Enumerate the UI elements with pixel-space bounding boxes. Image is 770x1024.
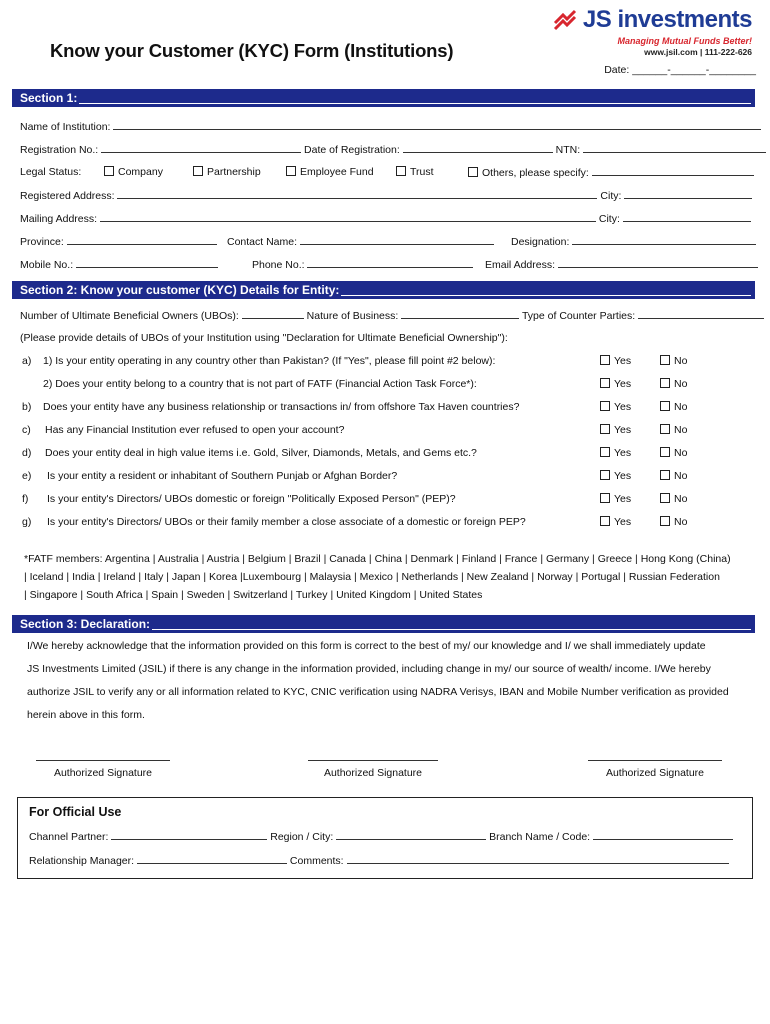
- partnership-label: Partnership: [207, 166, 261, 178]
- ntn-input[interactable]: [583, 143, 766, 153]
- mobile-row: [20, 258, 218, 271]
- comments-label: Comments:: [289, 855, 344, 867]
- mailing-address-row: [20, 212, 751, 225]
- yes-option[interactable]: [600, 516, 631, 528]
- official-row-1: [29, 830, 733, 843]
- type-counter-parties-label: Type of Counter Parties:: [521, 310, 636, 322]
- email-address-input[interactable]: [558, 258, 758, 268]
- question-letter: a): [22, 355, 32, 367]
- no-option[interactable]: [660, 470, 687, 482]
- no-label: No: [674, 493, 688, 505]
- checkbox-icon[interactable]: [468, 167, 478, 177]
- no-label: No: [674, 424, 688, 436]
- email-row: [485, 258, 758, 271]
- relationship-manager-input[interactable]: [137, 854, 287, 864]
- yes-label: Yes: [614, 493, 632, 505]
- page-title: Know your Customer (KYC) Form (Institutions): [50, 40, 454, 61]
- legal-status-label: Legal Status:: [20, 166, 82, 178]
- checkbox-icon[interactable]: [104, 166, 114, 176]
- mailing-city-input[interactable]: [623, 212, 751, 222]
- date-of-registration-input[interactable]: [403, 143, 553, 153]
- question-text: Does your entity have any business relationship or transactions in/ from offshore Tax Haven countries?: [43, 401, 520, 413]
- declaration-text: [27, 635, 747, 727]
- name-of-institution-input[interactable]: [113, 120, 761, 130]
- type-counter-parties-input[interactable]: [638, 309, 764, 319]
- checkbox-icon[interactable]: [396, 166, 406, 176]
- phone-row: [252, 258, 473, 271]
- yes-option[interactable]: [600, 378, 631, 390]
- question-text: Is your entity a resident or inhabitant of Southern Punjab or Afghan Border?: [47, 470, 398, 482]
- contact-info: www.jsil.com | 111-222-626: [644, 47, 752, 57]
- question-text: Is your entity's Directors/ UBOs domestic or foreign "Politically Exposed Person" (PEP)?: [47, 493, 456, 505]
- yes-label: Yes: [614, 447, 632, 459]
- no-label: No: [674, 516, 688, 528]
- yes-option[interactable]: [600, 493, 631, 505]
- company-label: Company: [118, 166, 163, 178]
- official-use-heading: For Official Use: [29, 805, 122, 819]
- legal-status-others[interactable]: [468, 166, 754, 179]
- tagline: Managing Mutual Funds Better!: [617, 36, 752, 46]
- question-letter: f): [22, 493, 29, 505]
- contact-name-row: [227, 235, 494, 248]
- province-input[interactable]: [67, 235, 217, 245]
- section-2-title: Section 2: Know your customer (KYC) Details for Entity:: [20, 283, 340, 297]
- checkbox-icon[interactable]: [600, 424, 610, 434]
- section-2-heading: [12, 281, 755, 299]
- checkbox-icon[interactable]: [660, 470, 670, 480]
- section-3-title: Section 3: Declaration:: [20, 617, 151, 631]
- checkbox-icon[interactable]: [660, 401, 670, 411]
- yes-option[interactable]: [600, 447, 631, 459]
- date-field[interactable]: Date: ______-______-________: [604, 64, 756, 76]
- signature-block-3[interactable]: [588, 760, 722, 779]
- contact-name-label: Contact Name:: [227, 236, 298, 248]
- region-city-label: Region / City:: [270, 831, 334, 843]
- question-letter: d): [22, 447, 32, 459]
- official-row-2: [29, 854, 729, 867]
- checkbox-icon[interactable]: [660, 447, 670, 457]
- question-text: Has any Financial Institution ever refused to open your account?: [45, 424, 345, 436]
- checkbox-icon[interactable]: [600, 516, 610, 526]
- declaration-line-2: JS Investments Limited (JSIL) if there is any change in the information provided, including change in my/ our source of wealth/ income. I/We hereby: [27, 663, 711, 675]
- ubo-row: [20, 309, 764, 322]
- relationship-manager-label: Relationship Manager:: [29, 855, 135, 867]
- mobile-no-input[interactable]: [76, 258, 218, 268]
- signature-label: Authorized Signature: [605, 767, 705, 779]
- no-option[interactable]: [660, 355, 687, 367]
- signature-label: Authorized Signature: [323, 767, 423, 779]
- province-row: [20, 235, 217, 248]
- ubo-instruction: (Please provide details of UBOs of your Institution using "Declaration for Ultimate Beneficial Ownership"):: [20, 332, 508, 344]
- others-label: Others, please specify:: [482, 167, 589, 179]
- no-label: No: [674, 378, 688, 390]
- yes-label: Yes: [614, 470, 632, 482]
- registered-address-row: [20, 189, 752, 202]
- nature-of-business-input[interactable]: [401, 309, 519, 319]
- no-option[interactable]: [660, 424, 687, 436]
- registered-address-label: Registered Address:: [20, 190, 115, 202]
- email-address-label: Email Address:: [485, 259, 556, 271]
- others-input[interactable]: [592, 166, 754, 176]
- fatf-line-1: *FATF members: Argentina | Australia | Austria | Belgium | Brazil | Canada | China | Denmark | Finland | France | Germany | Greece | Hong Kong (China): [24, 553, 731, 565]
- yes-option[interactable]: [600, 470, 631, 482]
- branch-name-code-label: Branch Name / Code:: [489, 831, 591, 843]
- logo-text: JS investments: [582, 6, 752, 33]
- yes-option[interactable]: [600, 401, 631, 413]
- registration-no-label: Registration No.:: [20, 144, 99, 156]
- nature-of-business-label: Nature of Business:: [306, 310, 399, 322]
- trust-label: Trust: [410, 166, 434, 178]
- no-option[interactable]: [660, 447, 687, 459]
- province-label: Province:: [20, 236, 64, 248]
- declaration-line-1: I/We hereby acknowledge that the information provided on this form is correct to the best of my/ our knowledge and I/ we shall immediately update: [27, 640, 706, 652]
- branch-name-code-input[interactable]: [593, 830, 733, 840]
- name-of-institution-row: [20, 120, 761, 133]
- contact-name-input[interactable]: [300, 235, 494, 245]
- no-option[interactable]: [660, 378, 687, 390]
- yes-option[interactable]: [600, 424, 631, 436]
- no-label: No: [674, 355, 688, 367]
- num-ubos-label: Number of Ultimate Beneficial Owners (UBOs):: [20, 310, 239, 322]
- phone-no-label: Phone No.:: [252, 259, 305, 271]
- yes-label: Yes: [614, 401, 632, 413]
- registered-address-input[interactable]: [117, 189, 597, 199]
- fatf-line-3: | Singapore | South Africa | Spain | Sweden | Switzerland | Turkey | United Kingdom | United States: [24, 589, 483, 601]
- employee-fund-label: Employee Fund: [300, 166, 374, 178]
- signature-block-1[interactable]: [36, 760, 170, 779]
- no-label: No: [674, 447, 688, 459]
- comments-input[interactable]: [347, 854, 729, 864]
- yes-label: Yes: [614, 355, 632, 367]
- no-option[interactable]: [660, 493, 687, 505]
- yes-label: Yes: [614, 516, 632, 528]
- checkbox-icon[interactable]: [600, 493, 610, 503]
- name-of-institution-label: Name of Institution:: [20, 121, 111, 133]
- question-letter: b): [22, 401, 32, 413]
- checkbox-icon[interactable]: [660, 493, 670, 503]
- mailing-address-input[interactable]: [100, 212, 596, 222]
- ntn-label: NTN:: [555, 144, 581, 156]
- channel-partner-label: Channel Partner:: [29, 831, 109, 843]
- legal-status-company[interactable]: [104, 166, 163, 178]
- num-ubos-input[interactable]: [242, 309, 304, 319]
- designation-row: [511, 235, 756, 248]
- registration-row: [20, 143, 766, 156]
- no-option[interactable]: [660, 516, 687, 528]
- checkbox-icon[interactable]: [660, 516, 670, 526]
- checkbox-icon[interactable]: [193, 166, 203, 176]
- designation-input[interactable]: [572, 235, 756, 245]
- no-label: No: [674, 401, 688, 413]
- yes-option[interactable]: [600, 355, 631, 367]
- registration-no-input[interactable]: [101, 143, 301, 153]
- yes-label: Yes: [614, 378, 632, 390]
- company-logo: [553, 6, 752, 57]
- question-letter: g): [22, 516, 32, 528]
- mobile-no-label: Mobile No.:: [20, 259, 74, 271]
- checkbox-icon[interactable]: [660, 355, 670, 365]
- designation-label: Designation:: [511, 236, 570, 248]
- legal-status-employee-fund[interactable]: [286, 166, 374, 178]
- question-letter: e): [22, 470, 32, 482]
- checkbox-icon[interactable]: [660, 424, 670, 434]
- section-1-title: Section 1:: [20, 91, 78, 105]
- legal-status-partnership[interactable]: [193, 166, 261, 178]
- region-city-input[interactable]: [336, 830, 486, 840]
- checkbox-icon[interactable]: [600, 470, 610, 480]
- question-text: Does your entity deal in high value items i.e. Gold, Silver, Diamonds, Metals, and Gems etc.?: [45, 447, 477, 459]
- checkbox-icon[interactable]: [600, 447, 610, 457]
- checkbox-icon[interactable]: [600, 378, 610, 388]
- declaration-line-4: herein above in this form.: [27, 709, 145, 721]
- no-option[interactable]: [660, 401, 687, 413]
- legal-status-trust[interactable]: [396, 166, 434, 178]
- checkbox-icon[interactable]: [600, 401, 610, 411]
- signature-block-2[interactable]: [308, 760, 438, 779]
- no-label: No: [674, 470, 688, 482]
- date-of-registration-label: Date of Registration:: [304, 144, 400, 156]
- registered-city-input[interactable]: [624, 189, 752, 199]
- section-1-heading: [12, 89, 755, 107]
- fatf-line-2: | Iceland | India | Ireland | Italy | Japan | Korea |Luxembourg | Malaysia | Mexico | Netherlands | New Zealand | Norway | Portugal | Russian Federation: [24, 571, 720, 583]
- checkbox-icon[interactable]: [660, 378, 670, 388]
- mailing-city-label: City:: [598, 213, 620, 225]
- registered-city-label: City:: [600, 190, 622, 202]
- question-letter: c): [22, 424, 31, 436]
- question-text: 1) Is your entity operating in any country other than Pakistan? (If "Yes", please fill point #2 below):: [43, 355, 496, 367]
- checkbox-icon[interactable]: [286, 166, 296, 176]
- question-text: 2) Does your entity belong to a country that is not part of FATF (Financial Action Task Force*):: [43, 378, 477, 390]
- phone-no-input[interactable]: [307, 258, 473, 268]
- channel-partner-input[interactable]: [111, 830, 267, 840]
- signature-label: Authorized Signature: [53, 767, 153, 779]
- js-logo-icon: [553, 9, 579, 31]
- mailing-address-label: Mailing Address:: [20, 213, 98, 225]
- checkbox-icon[interactable]: [600, 355, 610, 365]
- declaration-line-3: authorize JSIL to verify any or all information related to KYC, CNIC verification using NADRA Verisys, IBAN and Mobile Number verification as provided: [27, 686, 729, 698]
- question-text: Is your entity's Directors/ UBOs or their family member a close associate of a domestic or foreign PEP?: [47, 516, 526, 528]
- section-3-heading: [12, 615, 755, 633]
- yes-label: Yes: [614, 424, 632, 436]
